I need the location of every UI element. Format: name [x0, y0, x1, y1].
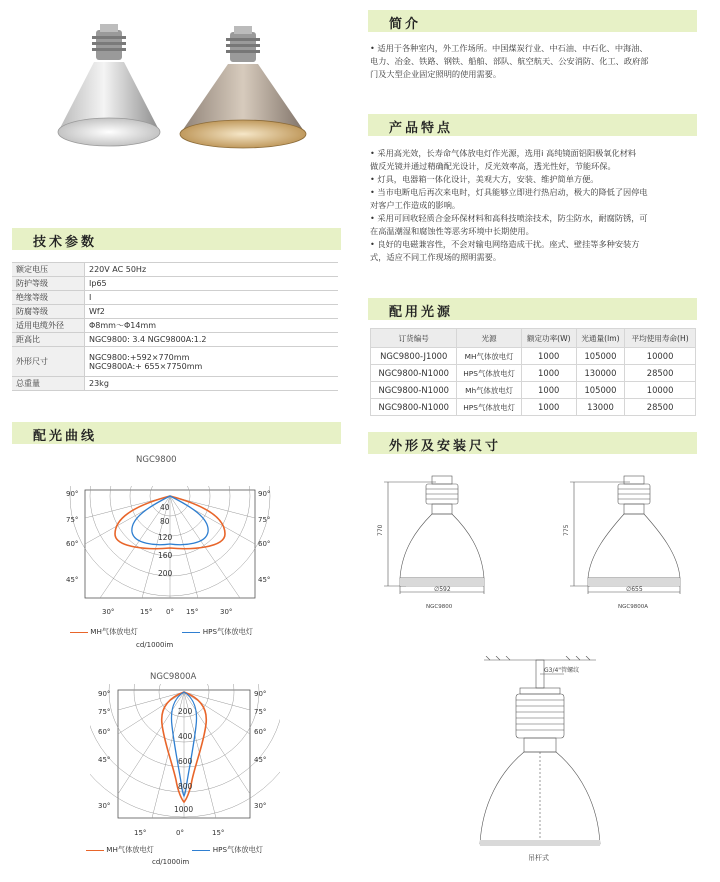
light-source-table [370, 328, 696, 416]
cell-order-no: NGC9800-N1000 [371, 399, 457, 416]
radial-label: 120 [158, 533, 173, 542]
col-order-no: 订货编号 [371, 329, 457, 348]
radial-label: 1000 [174, 805, 194, 814]
section-intro [368, 10, 697, 32]
angle-label: 60° [258, 540, 271, 548]
cell-source: HPS气体放电灯 [457, 399, 521, 416]
cell-order-no: NGC9800-N1000 [371, 382, 457, 399]
cell-source: HPS气体放电灯 [457, 365, 521, 382]
col-power: 额定功率(W) [521, 329, 576, 348]
cell-flux: 13000 [576, 399, 624, 416]
spec-label: 总重量 [12, 377, 85, 391]
table-row [371, 399, 696, 416]
table-row [371, 365, 696, 382]
cell-order-no: NGC9800-J1000 [371, 348, 457, 365]
product-photo-silver [48, 22, 168, 162]
feature-line: • 采用可回收轻质合金环保材料和高科技喷涂技术，防尘防水，耐腐防锈，可 [370, 213, 648, 223]
feature-line: 式，适应不同工作现场的照明需要。 [370, 252, 502, 262]
section-light-source-title: 配用光源 [389, 305, 454, 320]
spec-label: 防护等级 [12, 277, 85, 291]
spec-label: 额定电压 [12, 263, 85, 277]
angle-label: 75° [98, 708, 111, 716]
table-row [371, 382, 696, 399]
radial-label: 160 [158, 551, 173, 560]
section-curves-title: 配光曲线 [33, 429, 98, 444]
spec-label: 防腐等级 [12, 305, 85, 319]
spec-row [12, 305, 338, 319]
spec-row [12, 347, 338, 377]
angle-label: 15° [134, 829, 147, 837]
feature-line: • 当市电断电后再次来电时，灯具能够立即进行热启动，极大的降低了因停电 [370, 187, 648, 197]
curve1-bottom-axis [100, 605, 250, 617]
pipe-label: G3/4"管螺纹 [544, 667, 580, 674]
pendant-caption: 吊杆式 [528, 854, 549, 862]
intro-line: 电力、冶金、铁路、钢铁、船舶、部队、航空航天、公安消防、化工、政府部 [370, 56, 649, 66]
curve2-title: NGC9800A [150, 672, 197, 682]
angle-label: 30° [220, 608, 233, 616]
spec-value: Wf2 [85, 305, 339, 319]
radial-label: 80 [160, 517, 170, 526]
spec-value: I [85, 291, 339, 305]
angle-label: 45° [98, 756, 111, 764]
spec-label: 绝缘等级 [12, 291, 85, 305]
cell-power: 1000 [521, 399, 576, 416]
section-light-source [368, 298, 697, 320]
spec-value-line: NGC9800:+592×770mm [89, 352, 190, 362]
intro-line: • 适用于各种室内，外工作场所。中国煤炭行业、中石油、中石化、中海油、 [370, 43, 648, 53]
polar-chart-ngc9800a [90, 684, 280, 824]
angle-label: 45° [258, 576, 271, 584]
cell-order-no: NGC9800-N1000 [371, 365, 457, 382]
angle-label: 60° [66, 540, 79, 548]
spec-row [12, 319, 338, 333]
angle-label: 30° [102, 608, 115, 616]
radial-label: 600 [178, 757, 193, 766]
section-intro-title: 简介 [389, 17, 422, 32]
features-text [370, 147, 700, 264]
radial-label: 800 [178, 782, 193, 791]
drawing-ngc9800a [560, 470, 700, 615]
spec-label: 外形尺寸 [12, 347, 85, 377]
legend-mh: MH气体放电灯 [106, 845, 154, 854]
cell-source: Mh气体放电灯 [457, 382, 521, 399]
specs-table [12, 262, 338, 391]
curve2-bottom-axis [130, 826, 240, 838]
curve1-title: NGC9800 [136, 455, 177, 465]
spec-value [85, 347, 339, 377]
dim-height-2: 775 [563, 524, 570, 536]
cell-power: 1000 [521, 382, 576, 399]
angle-label: 90° [66, 490, 79, 498]
feature-line: • 灯具，电器箱一体化设计，美观大方，安装、维护简单方便。 [370, 174, 599, 184]
legend-mh: MH气体放电灯 [90, 627, 138, 636]
feature-line: 在高温潮湿和腐蚀性等恶劣环境中长期使用。 [370, 226, 534, 236]
spec-row [12, 263, 338, 277]
drawing-name-2: NGC9800A [618, 604, 648, 610]
spec-value: NGC9800: 3.4 NGC9800A:1.2 [85, 333, 339, 347]
dim-height-1: 770 [377, 524, 384, 536]
curve1-legend [70, 627, 300, 637]
angle-label: 90° [254, 690, 267, 698]
spec-row [12, 377, 338, 391]
drawing-ngc9800 [376, 470, 506, 615]
col-life: 平均使用寿命(H) [625, 329, 696, 348]
feature-line: • 采用高光效，长寿命气体放电灯作光源，选用i 高纯镜面铝阳极氧化材料 [370, 148, 637, 158]
radial-label: 400 [178, 732, 193, 741]
angle-label: 30° [254, 802, 267, 810]
dim-diameter-1: ∅592 [434, 586, 451, 593]
angle-label: 15° [186, 608, 199, 616]
feature-line: • 良好的电磁兼容性，不会对输电网络造成干扰。座式、壁挂等多种安装方 [370, 239, 640, 249]
spec-row [12, 291, 338, 305]
feature-line: 对客户工作造成的影响。 [370, 200, 461, 210]
spec-row [12, 333, 338, 347]
angle-label: 90° [98, 690, 111, 698]
cell-power: 1000 [521, 365, 576, 382]
col-source: 光源 [457, 329, 521, 348]
section-curves [12, 422, 341, 444]
section-specs-title: 技术参数 [33, 235, 98, 250]
section-features-title: 产品特点 [389, 121, 454, 136]
spec-value-line: NGC9800A:+ 655×7750mm [89, 361, 203, 371]
section-dimensions-title: 外形及安装尺寸 [389, 439, 502, 454]
legend-hps: HPS气体放电灯 [212, 845, 263, 854]
angle-label: 15° [212, 829, 225, 837]
drawing-name-1: NGC9800 [426, 604, 453, 610]
angle-label: 45° [254, 756, 267, 764]
angle-label: 45° [66, 576, 79, 584]
cell-source: MH气体放电灯 [457, 348, 521, 365]
section-dimensions [368, 432, 697, 454]
angle-label: 60° [98, 728, 111, 736]
angle-label: 90° [258, 490, 271, 498]
section-features [368, 114, 697, 136]
spec-row [12, 277, 338, 291]
col-flux: 光通量(lm) [576, 329, 624, 348]
angle-label: 15° [140, 608, 153, 616]
section-specs [12, 228, 341, 250]
angle-label: 0° [166, 608, 174, 616]
cell-life: 28500 [625, 399, 696, 416]
cell-power: 1000 [521, 348, 576, 365]
spec-label: 适用电缆外径 [12, 319, 85, 333]
curve2-unit: cd/1000im [152, 858, 190, 866]
intro-text [370, 42, 700, 81]
table-header-row [371, 329, 696, 348]
angle-label: 75° [66, 516, 79, 524]
cell-flux: 105000 [576, 348, 624, 365]
product-photo-gold [168, 22, 318, 162]
drawing-pendant [460, 656, 620, 866]
intro-line: 门及大型企业固定照明的使用需要。 [370, 69, 502, 79]
cell-life: 28500 [625, 365, 696, 382]
feature-line: 做反光镜并通过精确配光设计，反光效率高，透光性好，节能环保。 [370, 161, 616, 171]
legend-hps: HPS气体放电灯 [202, 627, 253, 636]
angle-label: 60° [254, 728, 267, 736]
spec-value: Ip65 [85, 277, 339, 291]
angle-label: 75° [254, 708, 267, 716]
cell-life: 10000 [625, 348, 696, 365]
cell-flux: 105000 [576, 382, 624, 399]
angle-label: 0° [176, 829, 184, 837]
cell-life: 10000 [625, 382, 696, 399]
curve2-legend [86, 845, 316, 855]
dim-diameter-2: ∅655 [626, 586, 643, 593]
radial-label: 200 [158, 569, 173, 578]
spec-value: Φ8mm～Φ14mm [85, 319, 339, 333]
table-row [371, 348, 696, 365]
polar-chart-ngc9800 [60, 486, 280, 606]
angle-label: 30° [98, 802, 111, 810]
cell-flux: 130000 [576, 365, 624, 382]
radial-label: 40 [160, 503, 170, 512]
spec-value: 23kg [85, 377, 339, 391]
curve1-unit: cd/1000im [136, 641, 174, 649]
spec-value: 220V AC 50Hz [85, 263, 339, 277]
spec-label: 距高比 [12, 333, 85, 347]
radial-label: 200 [178, 707, 193, 716]
angle-label: 75° [258, 516, 271, 524]
